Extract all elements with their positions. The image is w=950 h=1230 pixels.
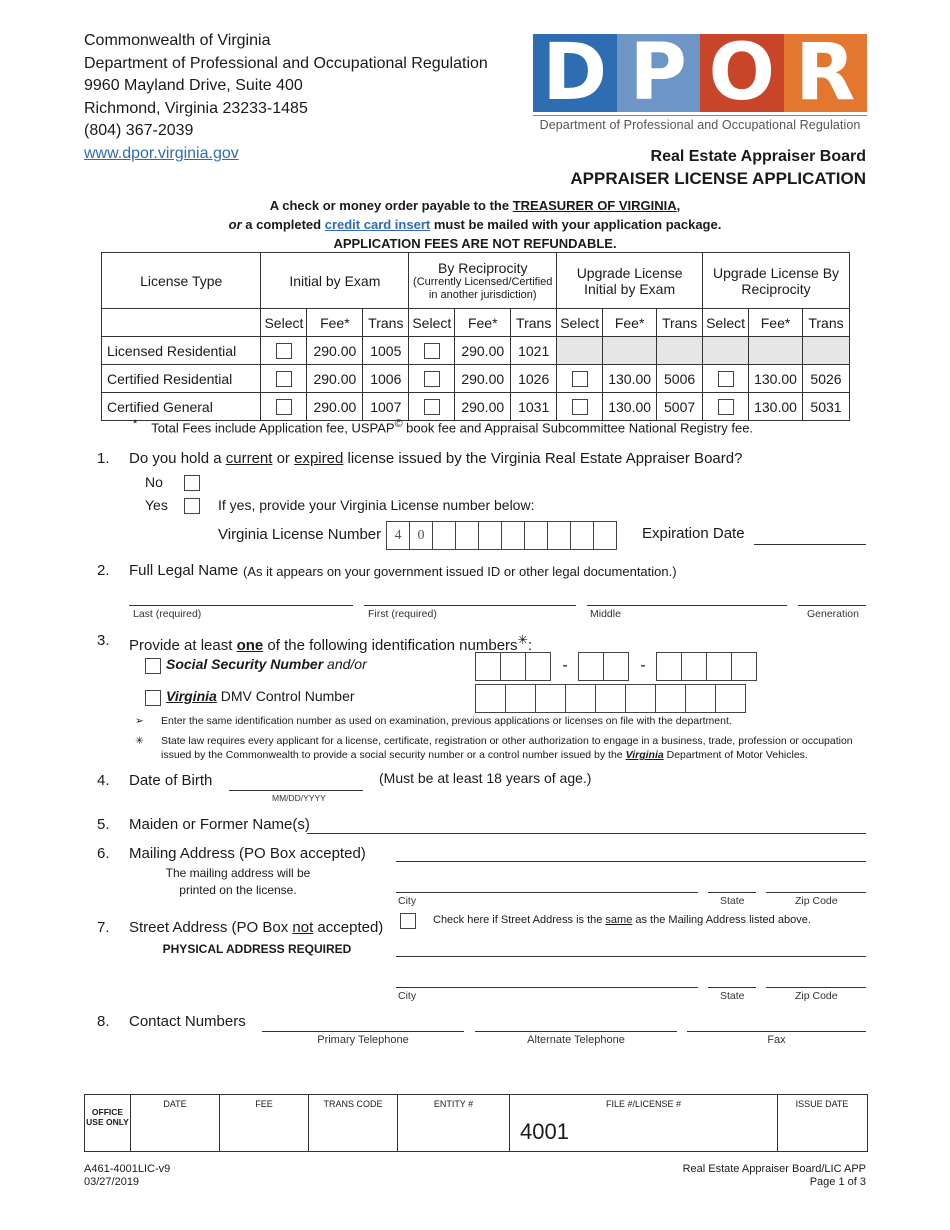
ssn-boxes[interactable] bbox=[476, 652, 757, 681]
q3-part: : bbox=[528, 637, 533, 654]
expiration-label: Expiration Date bbox=[642, 525, 745, 542]
trans-code: 1006 bbox=[363, 365, 409, 393]
asterisk-icon: ✳ bbox=[517, 633, 529, 647]
dmv-boxes[interactable] bbox=[476, 684, 746, 713]
page-number: Page 1 of 3 bbox=[809, 1176, 866, 1188]
same-address-checkbox[interactable] bbox=[400, 913, 416, 929]
form-heading bbox=[570, 146, 866, 190]
select-checkbox[interactable] bbox=[424, 371, 440, 387]
sub-header: Fee* bbox=[307, 309, 363, 337]
sub-header: Select bbox=[409, 309, 455, 337]
primary-caption: Primary Telephone bbox=[317, 1034, 409, 1046]
fee: 130.00 bbox=[749, 393, 803, 421]
city-caption: City bbox=[398, 990, 417, 1002]
payment-text: A check or money order payable to the bbox=[269, 198, 513, 213]
fee-footnote bbox=[133, 418, 753, 435]
select-checkbox[interactable] bbox=[718, 371, 734, 387]
alternate-caption: Alternate Telephone bbox=[527, 1034, 625, 1046]
trans-code: 1031 bbox=[511, 393, 557, 421]
dmv-digit-box[interactable] bbox=[535, 684, 566, 713]
dmv-label bbox=[166, 688, 355, 704]
arrow-bullet-icon: ➢ bbox=[135, 715, 144, 727]
mailing-state-field[interactable] bbox=[708, 892, 756, 893]
ssn-digit-box[interactable] bbox=[731, 652, 757, 681]
trans-code: 5031 bbox=[803, 393, 850, 421]
footer-left bbox=[84, 1163, 170, 1189]
office-use-box bbox=[84, 1094, 868, 1152]
license-type: Certified General bbox=[102, 393, 261, 421]
yes-label: Yes bbox=[145, 497, 168, 513]
reciprocity-label: By Reciprocity bbox=[438, 259, 528, 276]
expiration-field[interactable] bbox=[754, 544, 866, 545]
select-checkbox[interactable] bbox=[424, 399, 440, 415]
state-caption: State bbox=[720, 990, 745, 1002]
ssn-dash: - bbox=[562, 657, 568, 674]
same-text: as the Mailing Address listed above. bbox=[632, 914, 811, 926]
ssn-checkbox[interactable] bbox=[145, 658, 161, 674]
license-digit-box[interactable] bbox=[432, 521, 456, 550]
payment-text: , bbox=[676, 198, 681, 213]
license-digit-box[interactable] bbox=[455, 521, 479, 550]
office-date: DATE bbox=[130, 1095, 219, 1151]
fee: 290.00 bbox=[307, 393, 363, 421]
mailing-note: printed on the license. bbox=[179, 883, 297, 897]
footnote-mark: * bbox=[133, 418, 138, 430]
ssn-text: Social Security Number bbox=[166, 656, 324, 672]
dob-field[interactable] bbox=[229, 790, 363, 791]
maiden-name-field[interactable] bbox=[307, 833, 866, 834]
logo-subtitle: Department of Professional and Occupational Regulation bbox=[533, 115, 867, 132]
city-caption: City bbox=[398, 895, 417, 907]
sub-header: Trans bbox=[363, 309, 409, 337]
logo-letter: P bbox=[617, 34, 701, 112]
physical-address-required: PHYSICAL ADDRESS REQUIRED bbox=[162, 942, 352, 956]
license-digit: 4 bbox=[386, 521, 410, 550]
office-fee: FEE bbox=[219, 1095, 308, 1151]
form-date: 03/27/2019 bbox=[84, 1176, 140, 1188]
fee: 130.00 bbox=[603, 365, 657, 393]
ssn-digit-box[interactable] bbox=[500, 652, 526, 681]
form-title: APPRAISER LICENSE APPLICATION bbox=[570, 169, 866, 188]
sub-header: Select bbox=[261, 309, 307, 337]
payment-instructions bbox=[0, 196, 950, 253]
no-checkbox[interactable] bbox=[184, 475, 200, 491]
q1-part: or bbox=[272, 450, 295, 467]
question-number: 2. bbox=[97, 562, 110, 579]
col-license-type: License Type bbox=[102, 253, 261, 309]
question-number: 6. bbox=[97, 845, 110, 862]
ssn-digit-box[interactable] bbox=[706, 652, 732, 681]
select-checkbox[interactable] bbox=[276, 343, 292, 359]
contact-numbers-label: Contact Numbers bbox=[129, 1013, 246, 1030]
table-row bbox=[102, 393, 850, 421]
sub-header: Trans bbox=[511, 309, 557, 337]
license-number-label: Virginia License Number bbox=[218, 526, 382, 543]
id-note: Enter the same identification number as used on examination, previous applications or licenses on file with the department. bbox=[161, 715, 732, 727]
question-number: 1. bbox=[97, 450, 110, 467]
mailing-zip-field[interactable] bbox=[766, 892, 866, 893]
office-issue-date: ISSUE DATE bbox=[777, 1095, 866, 1151]
col-reciprocity bbox=[409, 253, 557, 309]
law-text: State law requires every applicant for a license, certificate, registration or other authorization to engage in a business, trade, profession or occupation issued by the Commonwealth to provide a social security number or a control number issued by the bbox=[161, 735, 853, 761]
license-type: Licensed Residential bbox=[102, 337, 261, 365]
primary-phone-field[interactable] bbox=[262, 1031, 464, 1032]
last-caption: Last (required) bbox=[133, 608, 202, 620]
yes-note: If yes, provide your Virginia License number below: bbox=[218, 497, 535, 513]
logo-letter: R bbox=[784, 34, 868, 112]
select-checkbox[interactable] bbox=[572, 371, 588, 387]
select-checkbox[interactable] bbox=[572, 399, 588, 415]
full-name-note: (As it appears on your government issued ID or other legal documentation.) bbox=[243, 564, 677, 579]
mailing-address-label: Mailing Address (PO Box accepted) bbox=[129, 845, 366, 862]
trans-code: 1007 bbox=[363, 393, 409, 421]
dpor-logo bbox=[533, 28, 867, 132]
office-trans-code: TRANS CODE bbox=[308, 1095, 397, 1151]
dmv-digit-box[interactable] bbox=[685, 684, 716, 713]
q3-part: Provide at least bbox=[129, 637, 237, 654]
ssn-label bbox=[166, 656, 367, 672]
question-number: 5. bbox=[97, 816, 110, 833]
license-digit-box[interactable] bbox=[501, 521, 525, 550]
col-initial-exam: Initial by Exam bbox=[261, 253, 409, 309]
same-address-label bbox=[433, 914, 811, 926]
license-digit: 0 bbox=[409, 521, 433, 550]
dmv-digit-box[interactable] bbox=[565, 684, 596, 713]
fee: 130.00 bbox=[603, 393, 657, 421]
q1-part: license issued by the Virginia Real Estate Appraiser Board? bbox=[343, 450, 743, 467]
trans-code: 1005 bbox=[363, 337, 409, 365]
footnote-text: book fee and Appraisal Subcommittee National Registry fee. bbox=[402, 420, 754, 436]
middle-caption: Middle bbox=[590, 608, 621, 620]
street-field[interactable] bbox=[396, 956, 866, 957]
mailing-street-field[interactable] bbox=[396, 861, 866, 862]
yes-checkbox[interactable] bbox=[184, 498, 200, 514]
office-file-license bbox=[509, 1095, 777, 1151]
payment-text: a completed bbox=[241, 217, 325, 232]
q1-text bbox=[129, 450, 742, 467]
license-digit-box[interactable] bbox=[547, 521, 571, 550]
address-line: Department of Professional and Occupational Regulation bbox=[84, 54, 488, 72]
dob-format: MM/DD/YYYY bbox=[272, 793, 326, 803]
select-checkbox[interactable] bbox=[276, 399, 292, 415]
office-entity: ENTITY # bbox=[397, 1095, 509, 1151]
form-id: A461-4001LIC-v9 bbox=[84, 1163, 171, 1175]
license-type: Certified Residential bbox=[102, 365, 261, 393]
asterisk-icon: ✳ bbox=[135, 735, 144, 747]
state-law-note bbox=[161, 734, 867, 762]
mailing-city-field[interactable] bbox=[396, 892, 698, 893]
street-text: not bbox=[292, 919, 314, 936]
first-caption: First (required) bbox=[368, 608, 437, 620]
sub-header: Trans bbox=[657, 309, 703, 337]
fax-caption: Fax bbox=[767, 1034, 786, 1046]
dob-label: Date of Birth bbox=[129, 772, 213, 789]
footnote-text: Total Fees include Application fee, USPAP bbox=[151, 420, 395, 436]
fee: 290.00 bbox=[455, 393, 511, 421]
board-name: Real Estate Appraiser Board bbox=[650, 148, 866, 165]
full-name-label: Full Legal Name bbox=[129, 562, 239, 579]
ssn-and: and/or bbox=[323, 656, 367, 672]
q3-part: of the following identification numbers bbox=[263, 637, 518, 654]
street-state-field[interactable] bbox=[708, 987, 756, 988]
q3-part: one bbox=[236, 637, 264, 654]
trans-code: 5007 bbox=[657, 393, 703, 421]
ssn-dash: - bbox=[640, 657, 646, 674]
maiden-name-label: Maiden or Former Name(s) bbox=[129, 816, 310, 833]
col-upgrade-exam: Upgrade License Initial by Exam bbox=[557, 253, 703, 309]
same-text: Check here if Street Address is the bbox=[433, 914, 606, 926]
file-label: FILE #/LICENSE # bbox=[605, 1099, 682, 1109]
fee: 290.00 bbox=[307, 365, 363, 393]
reciprocity-sub: (Currently Licensed/Certified in another jurisdiction) bbox=[413, 275, 553, 301]
fee: 290.00 bbox=[307, 337, 363, 365]
trans-code: 1026 bbox=[511, 365, 557, 393]
agency-address bbox=[84, 30, 488, 166]
license-number-boxes[interactable] bbox=[387, 521, 617, 550]
q1-part: Do you hold a bbox=[129, 450, 226, 467]
license-digit-box[interactable] bbox=[593, 521, 617, 550]
trans-code: 1021 bbox=[511, 337, 557, 365]
street-text: Street Address (PO Box bbox=[129, 919, 293, 936]
ssn-digit-box[interactable] bbox=[656, 652, 682, 681]
dmv-digit-box[interactable] bbox=[625, 684, 656, 713]
last-name-field[interactable] bbox=[129, 605, 353, 606]
dmv-text: DMV Control Number bbox=[216, 688, 355, 704]
table-row bbox=[102, 365, 850, 393]
zip-caption: Zip Code bbox=[795, 895, 838, 907]
street-address-label bbox=[129, 919, 383, 936]
sub-header: Fee* bbox=[749, 309, 803, 337]
sub-header: Trans bbox=[803, 309, 850, 337]
no-label: No bbox=[145, 474, 163, 490]
q1-part: expired bbox=[294, 450, 344, 467]
law-text: Virginia bbox=[625, 749, 664, 761]
fee: 290.00 bbox=[455, 337, 511, 365]
office-use-label: OFFICE USE ONLY bbox=[86, 1107, 129, 1127]
q1-part: current bbox=[225, 450, 273, 467]
ssn-digit-box[interactable] bbox=[603, 652, 629, 681]
select-checkbox[interactable] bbox=[424, 343, 440, 359]
logo-letter: D bbox=[533, 34, 617, 112]
footer-board: Real Estate Appraiser Board/LIC APP bbox=[682, 1163, 866, 1175]
question-number: 4. bbox=[97, 772, 110, 789]
credit-card-insert-link[interactable]: credit card insert bbox=[324, 217, 431, 232]
address-line: Richmond, Virginia 23233-1485 bbox=[84, 99, 308, 117]
ssn-digit-box[interactable] bbox=[578, 652, 604, 681]
first-name-field[interactable] bbox=[364, 605, 576, 606]
file-value: 4001 bbox=[520, 1119, 569, 1144]
sub-header: Select bbox=[557, 309, 603, 337]
col-upgrade-recip: Upgrade License By Reciprocity bbox=[703, 253, 850, 309]
dmv-text: Virginia bbox=[166, 688, 217, 704]
license-digit-box[interactable] bbox=[524, 521, 548, 550]
dmv-digit-box[interactable] bbox=[595, 684, 626, 713]
street-zip-field[interactable] bbox=[766, 987, 866, 988]
mailing-note: The mailing address will be bbox=[165, 866, 311, 880]
logo-letter: O bbox=[700, 34, 784, 112]
question-number: 7. bbox=[97, 919, 110, 936]
law-text: Department of Motor Vehicles. bbox=[663, 749, 808, 761]
dmv-checkbox[interactable] bbox=[145, 690, 161, 706]
payment-text: must be mailed with your application package. bbox=[430, 217, 722, 232]
sub-header: Select bbox=[703, 309, 749, 337]
alternate-phone-field[interactable] bbox=[475, 1031, 677, 1032]
sub-header: Fee* bbox=[455, 309, 511, 337]
ssn-digit-box[interactable] bbox=[475, 652, 501, 681]
ssn-digit-box[interactable] bbox=[681, 652, 707, 681]
non-refundable-note: APPLICATION FEES ARE NOT REFUNDABLE. bbox=[333, 236, 617, 251]
middle-name-field[interactable] bbox=[587, 605, 787, 606]
address-line: 9960 Mayland Drive, Suite 400 bbox=[84, 77, 303, 95]
phone-line: (804) 367-2039 bbox=[84, 122, 194, 140]
dmv-digit-box[interactable] bbox=[505, 684, 536, 713]
street-city-field[interactable] bbox=[396, 987, 698, 988]
trans-code: 5006 bbox=[657, 365, 703, 393]
select-checkbox[interactable] bbox=[276, 371, 292, 387]
dob-note: (Must be at least 18 years of age.) bbox=[379, 770, 592, 786]
street-text: accepted) bbox=[313, 919, 384, 936]
fee-table bbox=[101, 252, 850, 421]
generation-field[interactable] bbox=[798, 605, 866, 606]
trans-code: 5026 bbox=[803, 365, 850, 393]
address-line: Commonwealth of Virginia bbox=[84, 32, 271, 49]
table-row bbox=[102, 337, 850, 365]
question-number: 8. bbox=[97, 1013, 110, 1030]
select-checkbox[interactable] bbox=[718, 399, 734, 415]
dmv-digit-box[interactable] bbox=[475, 684, 506, 713]
sub-header: Fee* bbox=[603, 309, 657, 337]
payment-text: or bbox=[228, 217, 242, 232]
q3-text bbox=[129, 632, 532, 654]
copyright-mark: © bbox=[394, 418, 403, 430]
dmv-digit-box[interactable] bbox=[655, 684, 686, 713]
license-digit-box[interactable] bbox=[478, 521, 502, 550]
fee: 290.00 bbox=[455, 365, 511, 393]
website-link[interactable]: www.dpor.virginia.gov bbox=[84, 144, 239, 162]
generation-caption: Generation bbox=[807, 608, 859, 620]
fax-field[interactable] bbox=[687, 1031, 866, 1032]
dmv-digit-box[interactable] bbox=[715, 684, 746, 713]
ssn-digit-box[interactable] bbox=[525, 652, 551, 681]
license-digit-box[interactable] bbox=[570, 521, 594, 550]
question-number: 3. bbox=[97, 632, 110, 649]
same-text: same bbox=[605, 914, 633, 926]
state-caption: State bbox=[720, 895, 745, 907]
fee: 130.00 bbox=[749, 365, 803, 393]
payee: TREASURER OF VIRGINIA bbox=[512, 198, 677, 213]
footer-right bbox=[683, 1163, 866, 1189]
zip-caption: Zip Code bbox=[795, 990, 838, 1002]
